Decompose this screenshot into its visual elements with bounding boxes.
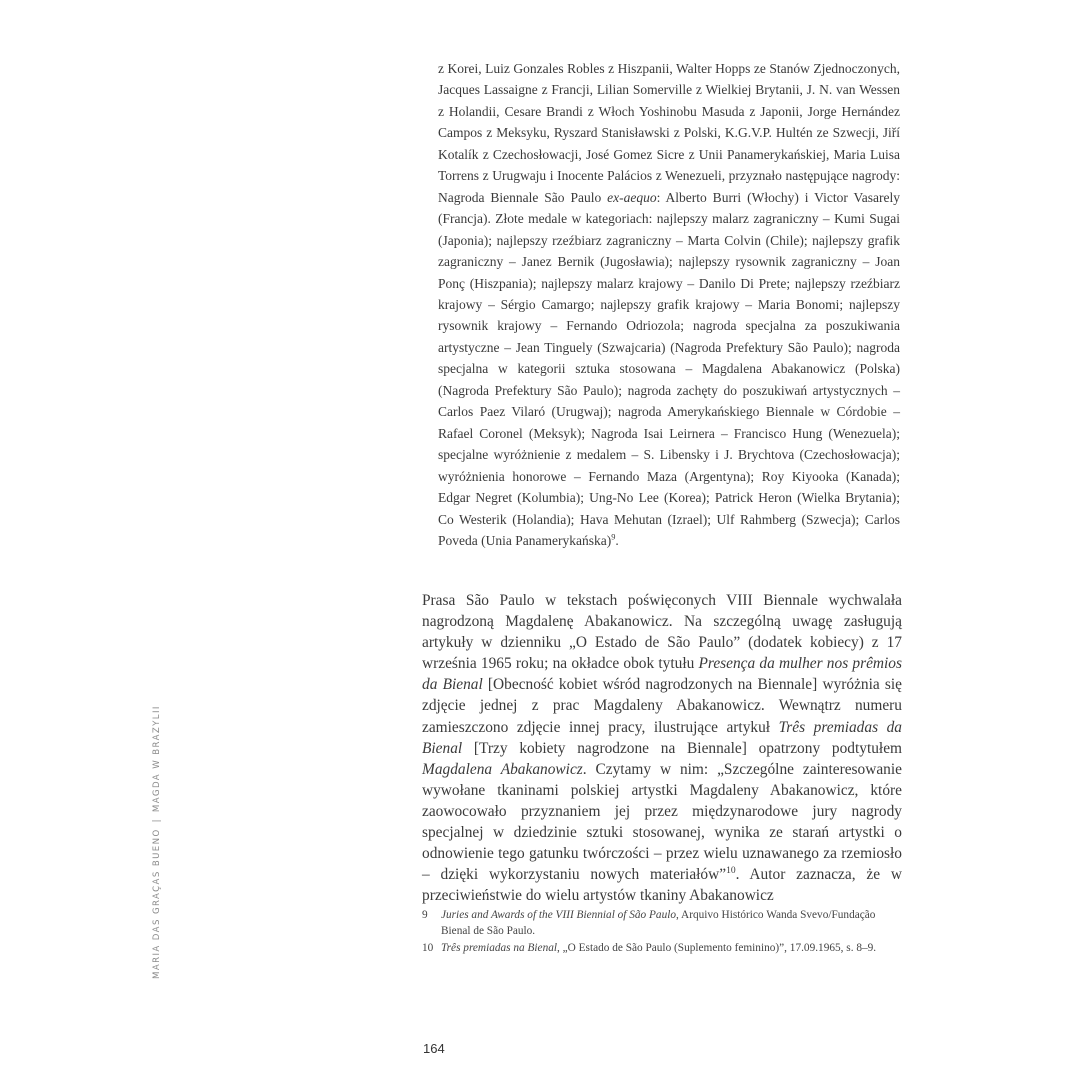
- footnotes: [422, 907, 902, 957]
- page-number: 164: [423, 1041, 445, 1056]
- footnote-ref-9: 9: [611, 532, 616, 542]
- footnote-number: 9: [422, 909, 428, 921]
- running-head-author: MARIA DAS GRAÇAS BUENO: [152, 828, 162, 979]
- footnote-number: 10: [422, 942, 434, 954]
- footnote-10: [422, 940, 902, 956]
- footnote-ref-10: 10: [726, 865, 736, 877]
- body-paragraph: Prasa São Paulo w tekstach poświęconych VIII Biennale wychwalała nagrodzoną Magdalenę Abakanowicz. Na szczególną uwagę zasługują artykuły w dzienniku „O Estado de São Paulo” (dodatek kobiecy) z 17 września 1965 roku; na okładce obok tytułu Presença da mulher nos prêmios da Bienal [Obecność kobiet wśród nagrodzonych na Biennale] wyróżnia się zdjęcie jednej z prac Magdaleny Abakanowicz. Wewnątrz numeru zamieszczono zdjęcie innej pracy, ilustrujące artykuł Três premiadas da Bienal [Trzy kobiety nagrodzone na Biennale] opatrzony podtytułem Magdalena Abakanowicz. Czytamy w nim: „Szczególne zainteresowanie wywołane tkaninami polskiej artystki Magdaleny Abakanowicz, które zaowocowało przyznaniem jej przez międzynarodowe jury nagrody specjalnej w dziedzinie sztuki stosowanej, wynika ze starań artystki o odnowienie tego gatunku twórczości – przez wielu uznawanego za rzemiosło – dzięki wykorzystaniu nowych materiałów”$^{10}$. Autor zaznacza, że w przeciwieństwie do wielu artystów tkaniny Abakanowicz: [422, 592, 902, 905]
- italic-subtitle: Magdalena Abakanowicz: [422, 760, 583, 778]
- footnote-text: Juries and Awards of the VIII Biennial of São Paulo, Arquivo Histórico Wanda Svevo/Fundação Bienal de São Paulo.: [441, 909, 876, 937]
- italic-title: Três premiadas da Bienal: [422, 718, 902, 757]
- block-quote-awards: [438, 58, 900, 551]
- quote-paragraph: z Korei, Luiz Gonzales Robles z Hiszpanii, Walter Hopps ze Stanów Zjednoczonych, Jacques Lassaigne z Francji, Lilian Somerville z Wielkiej Brytanii, J. N. van Wessen z Holandii, Cesare Brandi z Włoch Yoshinobu Masuda z Japonii, Jorge Hernández Campos z Meksyku, Ryszard Stanisławski z Polski, K.G.V.P. Hultén ze Szwecji, Jiří Kotalík z Czechosłowacji, José Gomez Sicre z Unii Panamerykańskiej, Maria Luisa Torrens z Urugwaju i Inocente Palácios z Wenezueli, przyznało następujące nagrody: Nagroda Biennale São Paulo ex-aequo: Alberto Burri (Włochy) i Victor Vasarely (Francja). Złote medale w kategoriach: najlepszy malarz zagraniczny – Kumi Sugai (Japonia); najlepszy rzeźbiarz zagraniczny – Marta Colvin (Chile); najlepszy grafik zagraniczny – Janez Bernik (Jugosławia); najlepszy rysownik zagraniczny – Joan Ponç (Hiszpania); najlepszy malarz krajowy – Danilo Di Prete; najlepszy rzeźbiarz krajowy – Sérgio Camargo; najlepszy grafik krajowy – Maria Bonomi; najlepszy rysownik krajowy – Fernando Odriozola; nagroda specjalna za poszukiwania artystyczne – Jean Tinguely (Szwajcaria) (Nagroda Prefektury São Paulo); nagroda specjalna w kategorii sztuka stosowana – Magdalena Abakanowicz (Polska) (Nagroda Prefektury São Paulo); nagroda zachęty do poszukiwań artystycznych – Carlos Paez Vilaró (Urugwaj); nagroda Amerykańskiego Biennale w Córdobie – Rafael Coronel (Meksyk); Nagroda Isai Leirnera – Francisco Hung (Wenezuela); specjalne wyróżnienie z medalem – S. Libensky i J. Brychtova (Czechosłowacja); wyróżnienia honorowe – Fernando Maza (Argentyna); Roy Kiyooka (Kanada); Edgar Negret (Kolumbia); Ung-No Lee (Korea); Patrick Heron (Wielka Brytania); Co Westerik (Holandia); Hava Mehutan (Izrael); Ulf Rahmberg (Szwecja); Carlos Poveda (Unia Panamerykańska)$^9$.: [438, 61, 900, 548]
- body-text: [422, 590, 902, 906]
- italic-term: ex-aequo: [607, 189, 657, 205]
- running-head-title: MAGDA W BRAZYLII: [152, 705, 162, 813]
- running-head-separator: |: [152, 818, 162, 823]
- running-head: [152, 705, 162, 979]
- footnote-9: [422, 907, 902, 939]
- italic-title: Presença da mulher nos prêmios da Bienal: [422, 655, 902, 694]
- footnote-text: Três premiadas na Bienal, „O Estado de São Paulo (Suplemento feminino)”, 17.09.1965, s. 8–9.: [441, 942, 877, 954]
